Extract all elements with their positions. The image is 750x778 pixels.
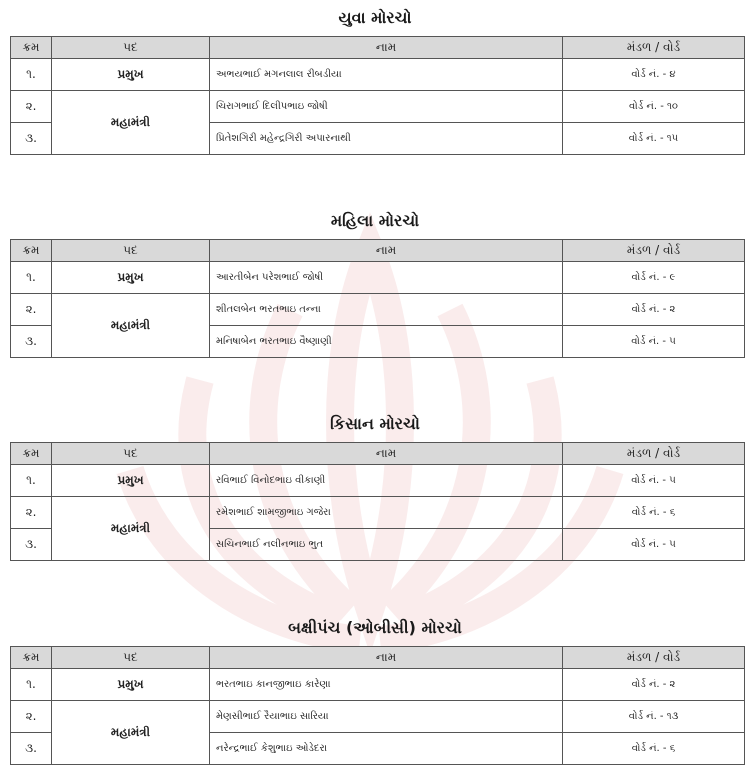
col-header-pad: પદ (52, 240, 210, 262)
ward-number: વોર્ડ નં. - ૧૦ (563, 91, 745, 123)
row-number: ૩. (11, 326, 52, 358)
table-row (11, 262, 745, 294)
col-header-name: નામ (210, 37, 563, 59)
morcha-table (10, 646, 745, 765)
position-mahamantri: મહામંત્રી (52, 294, 210, 358)
col-header-no: ક્રમ (11, 443, 52, 465)
position-pramukh: પ્રમુખ (52, 59, 210, 91)
position-mahamantri: મહામંત્રી (52, 497, 210, 561)
row-number: ૧. (11, 669, 52, 701)
table-row (11, 294, 745, 326)
row-number: ૩. (11, 733, 52, 765)
member-name: મેણસીભાઈ રૈયાભાઇ સારિયા (210, 701, 563, 733)
ward-number: વોર્ડ નં. - ૫ (563, 465, 745, 497)
col-header-no: ક્રમ (11, 240, 52, 262)
section-obc-morcha (10, 610, 740, 775)
table-header-row (11, 37, 745, 59)
position-pramukh: પ્રમુખ (52, 262, 210, 294)
row-number: ૧. (11, 465, 52, 497)
position-pramukh: પ્રમુખ (52, 465, 210, 497)
ward-number: વોર્ડ નં. - ૨ (563, 294, 745, 326)
row-number: ૨. (11, 294, 52, 326)
table-row (11, 669, 745, 701)
section-title: મહિલા મોરચો (330, 211, 420, 230)
row-number: ૨. (11, 91, 52, 123)
member-name: ભરતભાઇ કાનજીભાઇ કારેણા (210, 669, 563, 701)
position-mahamantri: મહામંત્રી (52, 701, 210, 765)
col-header-ward: મંડળ / વોર્ડ (563, 443, 745, 465)
row-number: ૨. (11, 701, 52, 733)
ward-number: વોર્ડ નં. - ૧૫ (563, 123, 745, 155)
member-name: મનિષાબેન ભરતભાઇ વૈષ્ણાણી (210, 326, 563, 358)
member-name: નરેન્દ્રભાઈ કેશુભાઇ ઓડેદરા (210, 733, 563, 765)
table-header-row (11, 647, 745, 669)
morcha-table (10, 239, 745, 358)
col-header-no: ક્રમ (11, 647, 52, 669)
ward-number: વોર્ડ નં. - ૯ (563, 262, 745, 294)
table-row (11, 465, 745, 497)
table-header-row (11, 443, 745, 465)
member-name: આરતીબેન પરેશભાઈ જોષી (210, 262, 563, 294)
col-header-pad: પદ (52, 443, 210, 465)
ward-number: વોર્ડ નં. - ૪ (563, 59, 745, 91)
col-header-ward: મંડળ / વોર્ડ (563, 37, 745, 59)
section-yuva-morcha (10, 0, 740, 165)
col-header-name: નામ (210, 240, 563, 262)
row-number: ૨. (11, 497, 52, 529)
member-name: શીતલબેન ભરતભાઇ તન્ના (210, 294, 563, 326)
col-header-pad: પદ (52, 647, 210, 669)
ward-number: વોર્ડ નં. - ૫ (563, 529, 745, 561)
ward-number: વોર્ડ નં. - ૫ (563, 326, 745, 358)
ward-number: વોર્ડ નં. - ૬ (563, 733, 745, 765)
row-number: ૧. (11, 59, 52, 91)
table-row (11, 497, 745, 529)
ward-number: વોર્ડ નં. - ૬ (563, 497, 745, 529)
table-row (11, 59, 745, 91)
member-name: રવિભાઈ વિનોદભાઇ વીકાણી (210, 465, 563, 497)
section-mahila-morcha (10, 203, 740, 368)
row-number: ૩. (11, 529, 52, 561)
table-row (11, 701, 745, 733)
ward-number: વોર્ડ નં. - ૧૩ (563, 701, 745, 733)
morcha-table (10, 36, 745, 155)
member-name: ચિરાગભાઈ દિલીપભાઇ જોષી (210, 91, 563, 123)
col-header-ward: મંડળ / વોર્ડ (563, 647, 745, 669)
col-header-ward: મંડળ / વોર્ડ (563, 240, 745, 262)
table-row (11, 91, 745, 123)
ward-number: વોર્ડ નં. - ૨ (563, 669, 745, 701)
col-header-no: ક્રમ (11, 37, 52, 59)
col-header-name: નામ (210, 443, 563, 465)
col-header-name: નામ (210, 647, 563, 669)
section-title: કિસાન મોરચો (330, 414, 420, 433)
member-name: પ્રિતેશગિરી મહેન્દ્રગિરી અપારનાથી (210, 123, 563, 155)
section-kisan-morcha (10, 406, 740, 571)
table-header-row (11, 240, 745, 262)
section-title: યુવા મોરચો (338, 8, 412, 27)
col-header-pad: પદ (52, 37, 210, 59)
member-name: સચિનભાઈ નલીનભાઇ ભુત (210, 529, 563, 561)
row-number: ૩. (11, 123, 52, 155)
position-pramukh: પ્રમુખ (52, 669, 210, 701)
member-name: અભયભાઈ મગનલાલ રીબડીયા (210, 59, 563, 91)
section-title: બક્ષીપંચ (ઓબીસી) મોરચો (288, 618, 462, 637)
member-name: રમેશભાઈ શામજીભાઇ ગજેરા (210, 497, 563, 529)
row-number: ૧. (11, 262, 52, 294)
position-mahamantri: મહામંત્રી (52, 91, 210, 155)
morcha-table (10, 442, 745, 561)
